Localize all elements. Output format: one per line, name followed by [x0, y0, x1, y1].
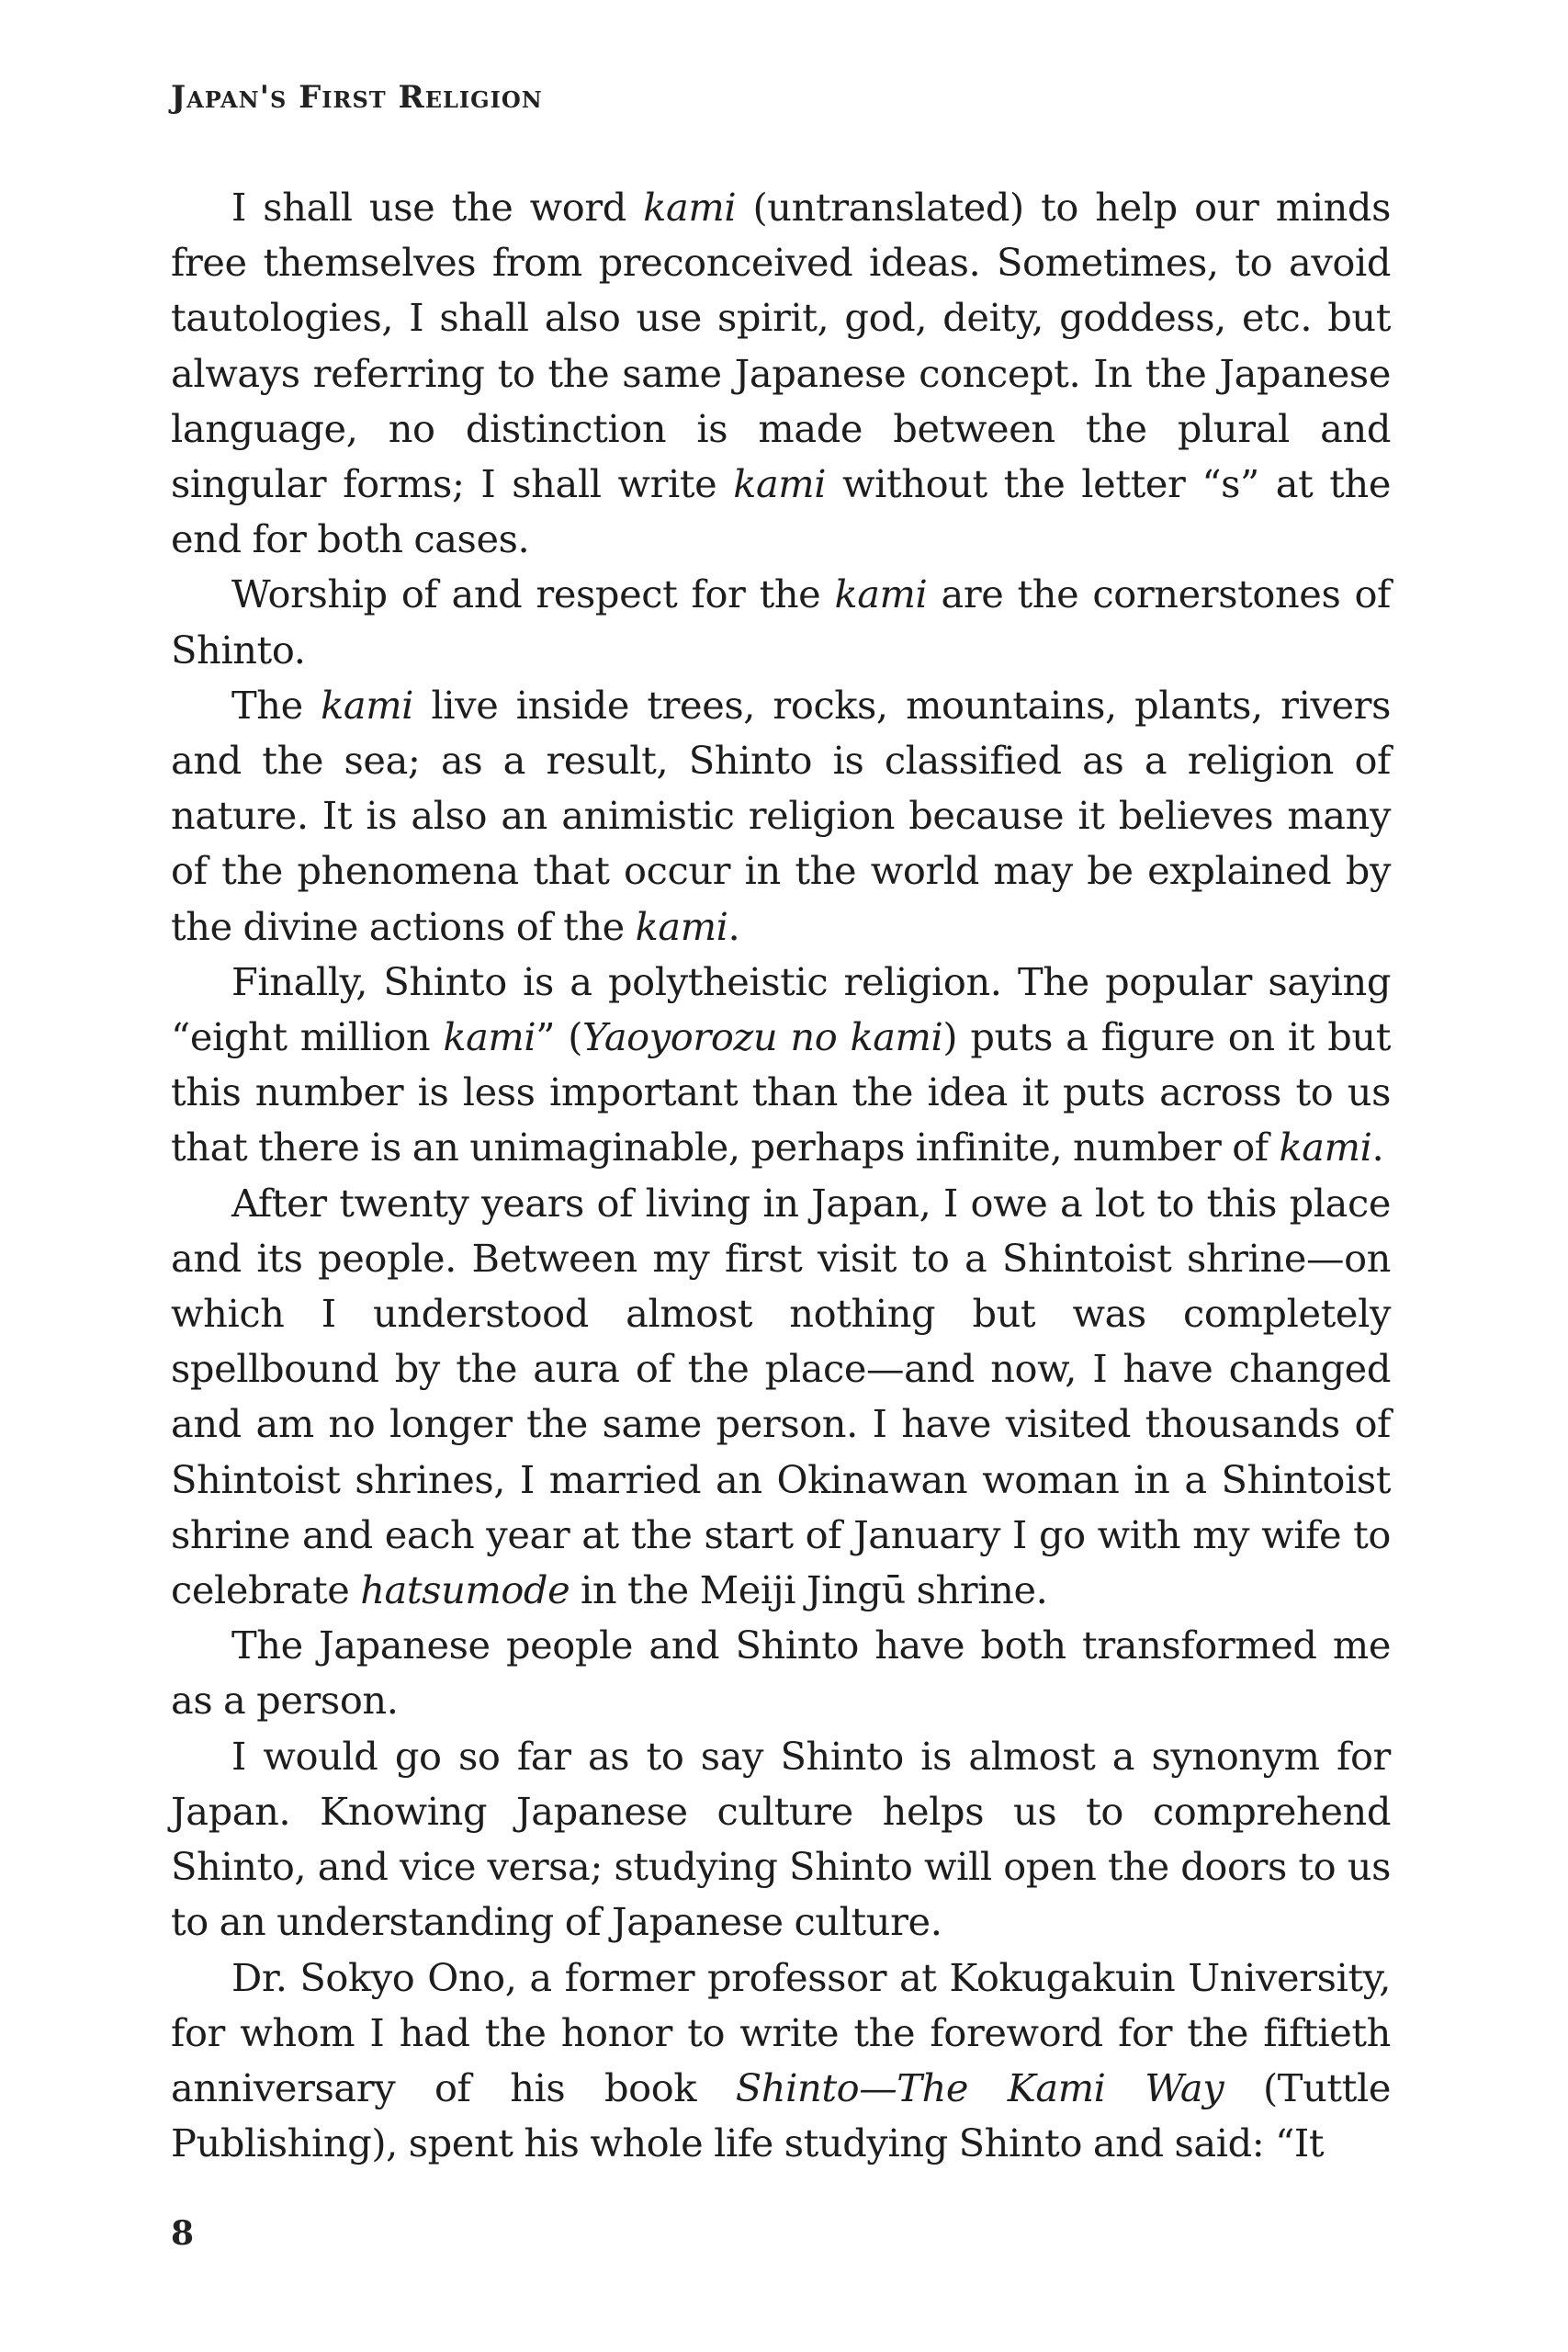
running-head: Japan's First Religion: [171, 79, 543, 116]
text-run: ) puts a figure on it but this number is less important than the idea it puts across to us that there is an unimaginable, perhaps infinite, number of: [171, 1014, 1391, 1170]
text-run: .: [728, 903, 740, 949]
text-run: ” (: [536, 1014, 583, 1060]
text-run: I would go so far as to say Shinto is almost a synonym for Japan. Knowing Japanese culture helps us to comprehend Shinto, and vice versa; studying Shinto will open the doors to us to an understanding of Japanese culture.: [171, 1733, 1391, 1945]
text-run: live inside trees, rocks, mountains, plants, rivers and the sea; as a result, Shinto is classified as a religion of nature. It is also an animistic religion because it believes many of the phenomena that occur in the world may be explained by the divine actions of the: [171, 682, 1391, 949]
text-run: Dr. Sokyo Ono, a former professor at Kokugakuin University, for whom I had the honor to write the foreword for the fiftieth anniversary of his book: [171, 1954, 1391, 2110]
paragraph: [171, 1618, 1391, 1728]
italic-text: hatsumode: [360, 1567, 570, 1613]
text-run: The Japanese people and Shinto have both transformed me as a person.: [171, 1623, 1391, 1724]
italic-text: kami: [635, 903, 728, 949]
text-run: are the cornerstones of Shinto.: [171, 571, 1391, 673]
text-run: Finally, Shinto is a polytheistic religion. The popular saying “eight million: [171, 958, 1391, 1060]
text-run: without the letter “s” at the end for both cases.: [171, 461, 1392, 562]
italic-text: kami: [733, 461, 827, 507]
text-run: The: [231, 682, 321, 728]
paragraph: [171, 567, 1391, 677]
text-run: in the Meiji Jingū shrine.: [570, 1567, 1048, 1613]
paragraph: [171, 1729, 1391, 1951]
paragraph: [171, 955, 1391, 1176]
italic-text: Yaoyorozu no kami: [582, 1014, 943, 1060]
page-number: 8: [171, 2214, 195, 2253]
italic-text: kami: [643, 185, 737, 230]
paragraph: [171, 1176, 1391, 1619]
text-run: (untranslated) to help our minds free themselves from preconceived ideas. Sometimes, to avoid tautologies, I shall also use spirit, god, deity, goddess, etc. but always referring to the same Japanese concept. In the Japanese language, no distinction is made between the plural and singular forms; I shall write: [171, 185, 1391, 507]
text-run: Worship of and respect for the: [231, 571, 835, 617]
body-text: [171, 180, 1391, 2171]
text-run: (Tuttle Publishing), spent his whole life studying Shinto and said: “It: [171, 2064, 1391, 2166]
paragraph: [171, 678, 1391, 955]
text-run: .: [1371, 1125, 1384, 1170]
text-run: I shall use the word: [231, 185, 644, 230]
paragraph: [171, 1951, 1391, 2172]
italic-text: kami: [834, 571, 928, 617]
italic-text: kami: [321, 682, 414, 728]
italic-text: kami: [443, 1014, 536, 1060]
italic-text: Shinto—The Kami Way: [735, 2064, 1224, 2110]
paragraph: [171, 180, 1391, 567]
italic-text: kami: [1279, 1125, 1372, 1170]
text-run: After twenty years of living in Japan, I owe a lot to this place and its people. Between my first visit to a Shintoist shrine—on which I understood almost nothing but was completely spellbound by the aura of the place—and now, I have changed and am no longer the same person. I have visited thousands of Shintoist shrines, I married an Okinawan woman in a Shintoist shrine and each year at the start of January I go with my wife to celebrate: [171, 1180, 1391, 1613]
